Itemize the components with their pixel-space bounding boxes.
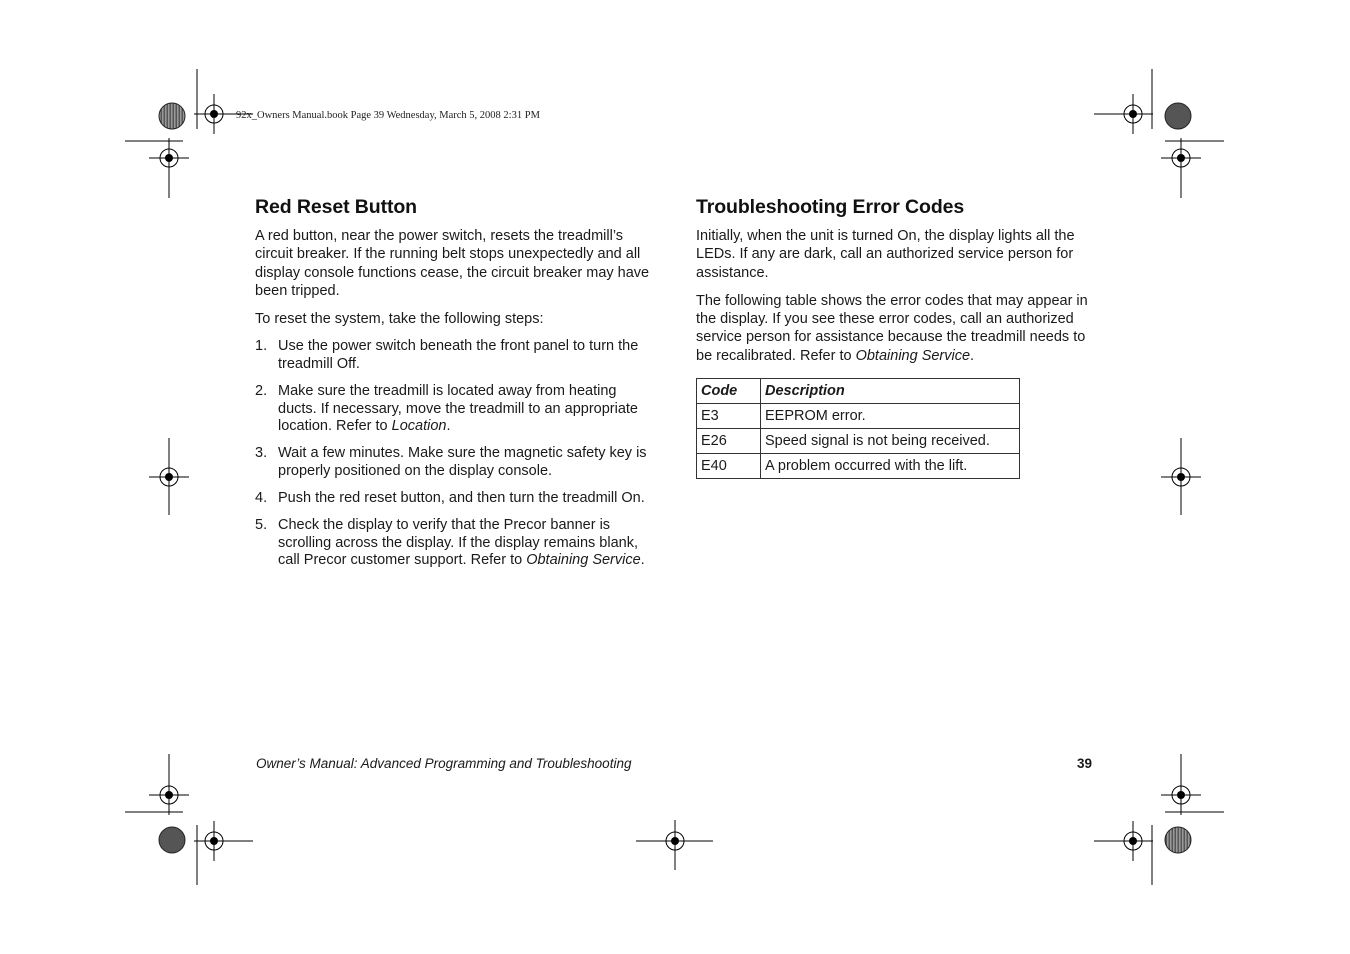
paragraph: To reset the system, take the following steps: xyxy=(255,311,544,328)
step-number: 4. xyxy=(255,490,268,507)
description-cell: A problem occurred with the lift. xyxy=(761,454,1020,479)
step-number: 2. xyxy=(255,383,268,400)
paragraph-text: The following table shows the error codes that may appear in the display. If you see these error codes, call an authorized service person for assistance because the treadmill needs to be recalibrated. Refer to xyxy=(696,292,1088,364)
column-header-description: Description xyxy=(761,379,1020,404)
list-item xyxy=(255,517,655,570)
right-column xyxy=(696,196,1096,479)
error-codes-table xyxy=(696,378,1020,479)
list-item xyxy=(255,445,655,480)
paragraph: Initially, when the unit is turned On, the display lights all the LEDs. If any are dark, call an authorized service person for assistance. xyxy=(696,228,1075,281)
error-code-cell: E26 xyxy=(697,429,761,454)
paragraph: A red button, near the power switch, resets the treadmill’s circuit breaker. If the running belt stops unexpectedly and all display console functions cease, the circuit breaker may have been tripped. xyxy=(255,228,650,299)
paragraph xyxy=(696,292,1096,365)
cross-reference: Obtaining Service xyxy=(855,347,971,364)
step-text: Wait a few minutes. Make sure the magnetic safety key is properly positioned on the display console. xyxy=(278,445,647,480)
footer-title: Owner’s Manual: Advanced Programming and Troubleshooting xyxy=(256,756,632,771)
step-number: 3. xyxy=(255,445,268,462)
page-number: 39 xyxy=(1077,756,1093,771)
list-item xyxy=(255,383,655,436)
step-number: 1. xyxy=(255,338,268,355)
column-header-code: Code xyxy=(697,379,761,404)
file-slug: 92x_Owners Manual.book Page 39 Wednesday, March 5, 2008 2:31 PM xyxy=(236,110,540,121)
left-column xyxy=(255,196,655,580)
error-code-cell: E3 xyxy=(697,404,761,429)
list-item xyxy=(255,490,655,508)
error-code-cell: E40 xyxy=(697,454,761,479)
section-title-error-codes: Troubleshooting Error Codes xyxy=(696,196,965,218)
punctuation: . xyxy=(446,418,451,435)
list-item xyxy=(255,338,655,373)
step-text: Make sure the treadmill is located away from heating ducts. If necessary, move the treadmill to an appropriate location. Refer to xyxy=(278,383,638,435)
description-cell: EEPROM error. xyxy=(761,404,1020,429)
punctuation: . xyxy=(970,347,975,364)
table-row xyxy=(697,429,1020,454)
cross-reference: Obtaining Service xyxy=(526,552,641,569)
table-row xyxy=(697,454,1020,479)
step-text: Use the power switch beneath the front panel to turn the treadmill Off. xyxy=(278,338,639,373)
punctuation: . xyxy=(640,552,645,569)
step-text: Push the red reset button, and then turn the treadmill On. xyxy=(278,490,645,507)
section-title-red-reset: Red Reset Button xyxy=(255,196,417,218)
table-header-row xyxy=(697,379,1020,404)
step-text: Check the display to verify that the Precor banner is scrolling across the display. If the display remains blank, call Precor customer support. Refer to xyxy=(278,517,638,569)
table-row xyxy=(697,404,1020,429)
steps-list xyxy=(255,338,655,570)
step-number: 5. xyxy=(255,517,268,534)
cross-reference: Location xyxy=(391,418,447,435)
description-cell: Speed signal is not being received. xyxy=(761,429,1020,454)
